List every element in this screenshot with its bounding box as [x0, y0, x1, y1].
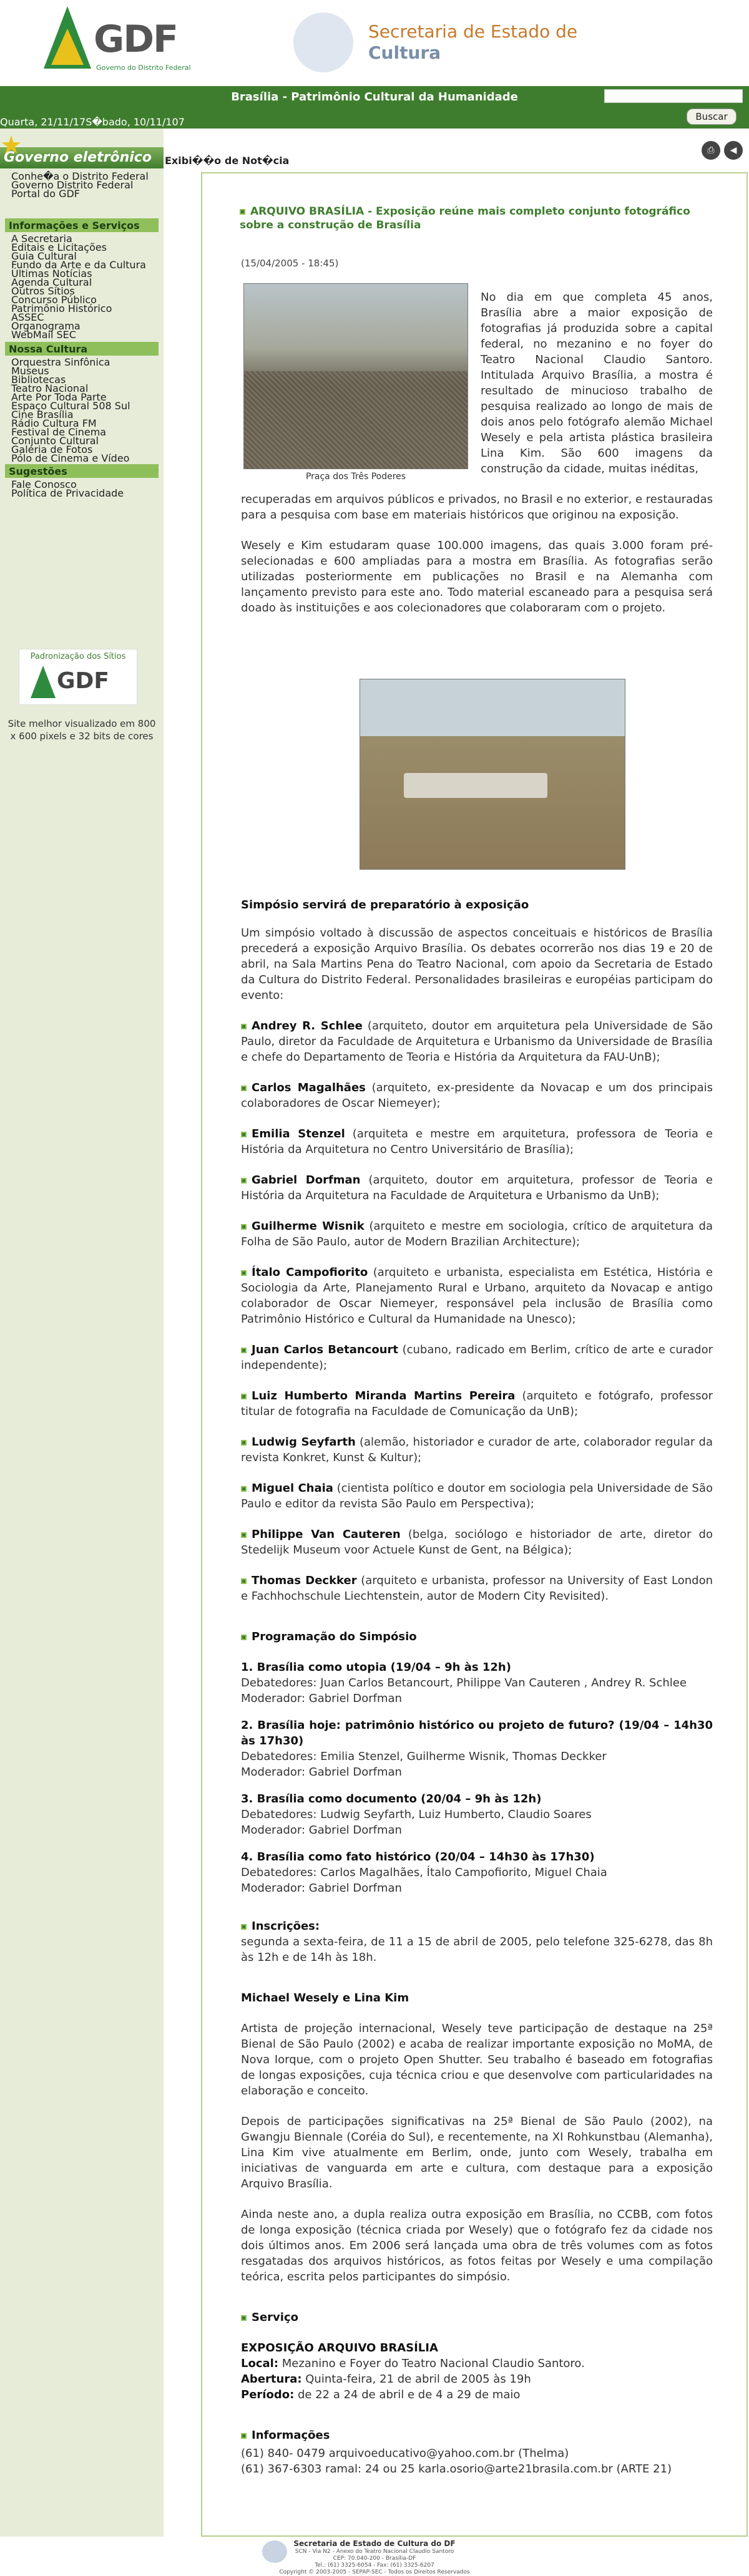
participant-name: Philippe Van Cauteren — [252, 1528, 401, 1541]
sidebar-item[interactable]: Cine Brasília — [11, 409, 74, 420]
participant-desc: (arquiteto, doutor em arquitetura pela Universidade de São Paulo, diretor da Faculdade de Arquitetura e Urbanismo da Universidade de Brasília e chefe do Departamento de Teoria e História da Arquitetura da FAU-UnB); — [241, 1019, 713, 1064]
participant-name: Emilia Stenzel — [252, 1127, 345, 1140]
session — [241, 1718, 713, 1780]
sidebar-info-list — [11, 235, 146, 339]
session — [241, 1849, 713, 1896]
sidebar-item[interactable]: Conhe�a o Distrito Federal — [11, 170, 149, 182]
informacoes-block — [241, 2446, 713, 2477]
sidebar-item[interactable]: Concurso Público — [11, 294, 97, 306]
local-label: Local: — [241, 2357, 279, 2370]
session-moderator: Moderador: Gabriel Dorfman — [241, 1824, 402, 1837]
sidebar-cultura-list — [11, 358, 130, 463]
participant — [241, 1342, 713, 1373]
inscricoes-text: segunda a sexta-feira, de 11 a 15 de abril de 2005, pelo telefone 325-6278, das 8h às 12h e de 14h às 18h. — [241, 1935, 713, 1964]
session-title: 2. Brasília hoje: patrimônio histórico ou projeto de futuro? (19/04 – 14h30 às 17h30) — [241, 1719, 713, 1747]
sidebar-item[interactable]: Outros Sítios — [11, 285, 75, 297]
simposio-heading: Simpósio servirá de preparatório à exposição — [241, 898, 529, 911]
periodo-text: de 22 a 24 de abril e de 4 a 29 de maio — [294, 2388, 521, 2401]
article-intro-wrap: No dia em que completa 45 anos, Brasília abre a maior exposição de fotografias já produzida sobre a capital federal, no mezanino e no foyer do Teatro Nacional Claudio Santoro. Intitulada Arquivo Brasília, a mostra é resultado de minucioso trabalho de pesquisa realizado ao longo de mais de dois anos pelo fotógrafo alemão Michael Wesely e pela artista plástica brasileira Lina Kim. São 600 imagens da construção da cidade, muitas inéditas, — [481, 291, 713, 475]
sidebar-item[interactable]: Orquestra Sinfônica — [11, 356, 110, 368]
wesely-kim-heading: Michael Wesely e Lina Kim — [241, 1991, 409, 2005]
gdf-logo-word: GDF — [94, 17, 178, 61]
site-header — [0, 0, 749, 86]
participant-name: Ítalo Campofiorito — [252, 1266, 368, 1279]
secretaria-logo-line2: Cultura — [368, 42, 441, 63]
participant — [241, 1527, 713, 1558]
sidebar-item[interactable]: Política de Privacidade — [11, 487, 124, 499]
participant-desc: (arquiteto, doutor em arquitetura, professor de Teoria e História da Arquitetura na Faculdade de Arquitetura e Urbanismo da UnB); — [241, 1174, 713, 1202]
participant — [241, 1172, 713, 1203]
sidebar-item[interactable]: Editais e Licitações — [11, 241, 107, 253]
article-body-top — [241, 492, 713, 631]
bullet-icon — [241, 2433, 247, 2439]
participant — [241, 1218, 713, 1250]
session — [241, 1660, 713, 1706]
governo-eletronico-banner[interactable] — [0, 131, 164, 168]
footer-line-3: CEP: 70.040-200 - Brasília-DF — [333, 2555, 416, 2562]
session-moderator: Moderador: Gabriel Dorfman — [241, 1882, 402, 1895]
abertura-label: Abertura: — [241, 2373, 302, 2386]
article-box — [201, 172, 748, 2537]
participant-name: Andrey R. Schlee — [252, 1019, 363, 1033]
bullet-icon — [241, 1086, 247, 1091]
participant-name: Juan Carlos Betancourt — [252, 1343, 399, 1356]
date-bar — [0, 106, 749, 129]
sidebar-item[interactable]: Agenda Cultural — [11, 276, 92, 288]
participant — [241, 1265, 713, 1327]
gdf-logo-subtitle: Governo do Distrito Federal — [96, 64, 191, 72]
footer-line-5: Copyright © 2003-2005 - SEPAP-SEC - Todos os Direitos Reservados — [279, 2569, 470, 2575]
photo-crowd — [244, 371, 468, 469]
back-icon[interactable]: ◀ — [724, 141, 743, 160]
informacoes-heading-text: Informações — [252, 2429, 330, 2442]
sidebar-item[interactable]: A Secretaria — [11, 233, 72, 245]
sidebar-item[interactable]: ASSEC — [11, 311, 44, 323]
bullet-icon — [241, 1394, 247, 1399]
session-moderator: Moderador: Gabriel Dorfman — [241, 1692, 402, 1705]
title-bullet-icon — [240, 209, 245, 215]
participant-name: Carlos Magalhães — [252, 1081, 366, 1094]
participant — [241, 1018, 713, 1065]
participant-desc: (arquiteto e urbanista, professor na University of East London e Fachhochschule Liechtenstein, autor de Modern City Revisited). — [241, 1574, 713, 1603]
sidebar-item[interactable]: Pólo de Cinema e Vídeo — [11, 452, 130, 464]
sidebar — [0, 129, 164, 2537]
local-text: Mezanino e Foyer do Teatro Nacional Claudio Santoro. — [278, 2357, 585, 2370]
photo-caption: Praça dos Três Poderes — [305, 472, 406, 482]
sidebar-item[interactable]: Bibliotecas — [11, 374, 66, 386]
intro-continuation: recuperadas em arquivos públicos e privados, no Brasil e no exterior, e restauradas para a pesquisa com base em materiais históricos que originou na exposição. — [241, 493, 713, 522]
sidebar-sugestoes-list — [11, 480, 124, 498]
participant-name: Thomas Deckker — [252, 1574, 357, 1587]
sidebar-item[interactable]: Conjunto Cultural — [11, 435, 99, 447]
servico-block — [241, 2340, 713, 2403]
participant-desc: (arquiteto e fotógrafo, professor titular de fotografia na Faculdade de Comunicação da UnB); — [241, 1389, 713, 1418]
session-debaters: Debatedores: Ludwig Seyfarth, Luiz Humberto, Claudio Soares — [241, 1808, 592, 1821]
governo-eletronico-label: Governo eletrônico — [4, 150, 152, 165]
bullet-icon — [241, 1132, 247, 1137]
sidebar-section-info: Informações e Serviços — [5, 218, 159, 232]
sidebar-item[interactable]: Festival de Cinema — [11, 426, 107, 438]
sidebar-item[interactable]: Rádio Cultura FM — [11, 417, 97, 429]
session-debaters: Debatedores: Juan Carlos Betancourt, Philippe Van Cauteren , Andrey R. Schlee — [241, 1676, 687, 1689]
abertura-text: Quinta-feira, 21 de abril de 2005 às 19h — [301, 2373, 531, 2386]
session-title: 3. Brasília como documento (20/04 – 9h às 12h) — [241, 1792, 542, 1806]
sidebar-gov-list — [11, 172, 149, 198]
programacao-heading-text: Programação do Simpósio — [252, 1630, 417, 1643]
secretaria-logo-mark — [293, 12, 353, 72]
participant-name: Guilherme Wisnik — [252, 1220, 365, 1233]
sidebar-item[interactable]: Espaço Cultural 508 Sul — [11, 400, 130, 412]
paragraph-2: Wesely e Kim estudaram quase 100.000 imagens, das quais 3.000 foram pré-selecionadas e 600 ampliadas para a mostra em Brasília. As fotografias serão utilizadas posteriormente em publicações no Brasil e na Alemanha com lançamento previsto para este ano. Todo material escaneado para a pesquisa será doado às instituições e aos colecionadores que colaboraram com o projeto. — [241, 539, 713, 615]
gdf-logo[interactable] — [44, 6, 193, 75]
bullet-icon — [241, 1348, 247, 1353]
sidebar-item[interactable]: Organograma — [11, 320, 81, 332]
periodo-label: Período: — [241, 2388, 295, 2401]
session-debaters: Debatedores: Emilia Stenzel, Guilherme Wisnik, Thomas Deckker — [241, 1750, 607, 1763]
sidebar-item[interactable]: Fale Conosco — [11, 479, 77, 490]
participant-desc: (arquiteto e urbanista, especialista em Estética, História e Sociologia da Arte, Planejamento Rural e Urbano, arquiteto da Novacap e antigo colaborador de Oscar Niemeyer, responsável pela inclusão de Brasília como Patrimônio Histórico e Cultural da Humanidade na Unesco); — [241, 1266, 713, 1326]
bullet-icon — [241, 1635, 247, 1640]
participant-desc: (alemão, historiador e curador de arte, colaborador regular da revista Konkret, Kunst & Kultur); — [241, 1436, 713, 1464]
participant — [241, 1573, 713, 1604]
resolution-note: Site melhor visualizado em 800 x 600 pixels e 32 bits de cores — [7, 718, 156, 742]
informacoes-heading — [241, 2428, 713, 2443]
site-footer — [0, 2537, 749, 2575]
sidebar-item[interactable]: Museus — [11, 365, 49, 377]
padronizacao-badge[interactable] — [19, 649, 137, 705]
participant-name: Ludwig Seyfarth — [252, 1436, 356, 1449]
bullet-icon — [241, 1270, 247, 1276]
participant — [241, 1388, 713, 1419]
footer-text — [0, 2539, 749, 2576]
footer-line-1: Secretaria de Estado de Cultura do DF — [293, 2539, 456, 2548]
current-date: Quarta, 21/11/17S�bado, 10/11/107 — [0, 116, 185, 128]
gdf-logo-inner-triangle — [51, 29, 84, 65]
secretaria-logo[interactable] — [293, 12, 580, 75]
sidebar-item[interactable]: Guia Cultural — [11, 250, 77, 262]
site-title: Brasília - Patrimônio Cultural da Humanidade — [231, 90, 518, 104]
sidebar-item[interactable]: Últimas Notícias — [11, 268, 92, 279]
sidebar-item[interactable]: Portal do GDF — [11, 188, 81, 200]
bullet-icon — [241, 1024, 247, 1029]
participant — [241, 1434, 713, 1465]
bullet-icon — [241, 1224, 247, 1230]
participant — [241, 1080, 713, 1111]
article-title-text: ARQUIVO BRASÍLIA - Exposição reúne mais completo conjunto fotográfico sobre a construção de Brasília — [240, 205, 690, 231]
session-title: 4. Brasília como fato histórico (20/04 – 14h30 às 17h30) — [241, 1850, 595, 1864]
participant-desc: (cubano, radicado em Berlim, crítico de arte e curador independente); — [241, 1343, 713, 1372]
footer-line-4: Tel.: (61) 3325-6054 - Fax: (61) 3325-6207 — [315, 2562, 434, 2569]
secretaria-logo-line1: Secretaria de Estado de — [368, 21, 578, 42]
bullet-icon — [241, 1924, 247, 1930]
wesely-paragraph-1: Artista de projeção internacional, Wesely teve participação de destaque na 25ª Bienal de São Paulo (2002) e acaba de realizar importante exposição no MoMA, de Nova Iorque, com o projeto Open Shutter. Seu trabalho é baseado em fotografias de longas exposições, cuja técnica criou e que desenvolve com particularidades na elaboração e conceito. — [241, 2022, 713, 2097]
participant-name: Miguel Chaia — [252, 1482, 333, 1495]
participant-name: Gabriel Dorfman — [252, 1174, 361, 1187]
session-moderator: Moderador: Gabriel Dorfman — [241, 1766, 402, 1779]
wesely-paragraph-3: Ainda neste ano, a dupla realiza outra exposição em Brasília, no CCBB, com fotos de longa exposição (técnica criada por Wesely) que o fotógrafo fez da cidade nos dois últimos anos. Em 2006 será lançada uma obra de três volumes com as fotos resgatadas dos arquivos históricos, as fotos feitas por Wesely e uma compilação teórica, escrita pelos participantes do simpósio. — [241, 2208, 713, 2283]
article-body-main — [241, 897, 713, 2492]
sidebar-item[interactable]: Patrimônio Histórico — [11, 303, 112, 314]
participant — [241, 1480, 713, 1512]
participant-desc: (belga, sociólogo e historiador de arte, diretor do Stedelijk Museum voor Actuele Kunst de Gent, na Bélgica); — [241, 1528, 713, 1557]
servico-title: EXPOSIÇÃO ARQUIVO BRASÍLIA — [241, 2341, 438, 2355]
participant-desc: (cientista político e doutor em sociologia pela Universidade de São Paulo e editor da revista São Paulo em Perspectiva); — [241, 1482, 713, 1510]
sidebar-item[interactable]: WebMail SEC — [11, 329, 76, 341]
servico-heading-text: Serviço — [252, 2311, 298, 2324]
page-breadcrumb: Exibi��o de Not�cia — [165, 155, 290, 167]
photo-buildings — [404, 773, 547, 798]
bullet-icon — [241, 1532, 247, 1538]
search-input[interactable] — [604, 89, 743, 103]
photo-construction — [360, 679, 625, 870]
padronizacao-logo-word: GDF — [57, 668, 110, 694]
programacao-heading — [241, 1629, 713, 1645]
sidebar-section-cultura: Nossa Cultura — [5, 342, 159, 356]
wesely-paragraph-2: Depois de participações significativas na 25ª Bienal de São Paulo (2002), na Gwangju Biennale (Coréia do Sul), e recentemente, na XI Rohkunstbau (Alemanha), Lina Kim vive atualmente em Berlim, onde, junto com Wesely, trabalha em iniciativas de vanguarda em arte e cultura, com destaque para a exposição Arquivo Brasília. — [241, 2115, 713, 2190]
session — [241, 1791, 713, 1838]
session-debaters: Debatedores: Carlos Magalhães, Ítalo Campofiorito, Miguel Chaia — [241, 1866, 607, 1879]
sidebar-item[interactable]: Arte Por Toda Parte — [11, 391, 107, 403]
star-icon: ★ — [0, 131, 22, 160]
bullet-icon — [241, 1486, 247, 1492]
session-title: 1. Brasília como utopia (19/04 – 9h às 12h) — [241, 1661, 511, 1674]
photo-praca-tres-poderes — [243, 283, 468, 469]
sidebar-item[interactable]: Governo Distrito Federal — [11, 179, 134, 191]
search-button[interactable]: Buscar — [687, 109, 737, 125]
bullet-icon — [241, 1440, 247, 1446]
padronizacao-title: Padronização dos Sítios — [30, 652, 126, 661]
footer-line-2: SCN - Via N2 - Anexo do Teatro Nacional Claudio Santoro — [295, 2549, 454, 2555]
bullet-icon — [241, 2315, 247, 2321]
servico-heading — [241, 2310, 713, 2325]
info-contact-2[interactable]: (61) 367-6303 ramal: 24 ou 25 karla.osorio@arte21brasila.com.br (ARTE 21) — [241, 2462, 672, 2476]
participant-desc: (arquiteto e mestre em sociologia, crítico de arquitetura da Folha de São Paulo, autor de Modern Brazilian Architecture); — [241, 1220, 713, 1248]
participant — [241, 1126, 713, 1157]
participant-name: Luiz Humberto Miranda Martins Pereira — [252, 1389, 516, 1402]
bullet-icon — [241, 1178, 247, 1184]
inscricoes-heading: Inscrições: — [252, 1920, 320, 1933]
inscricoes-block — [241, 1918, 713, 1965]
padronizacao-logo-triangle — [31, 666, 56, 698]
sidebar-item[interactable]: Galeria de Fotos — [11, 444, 93, 455]
sidebar-item[interactable]: Fundo da Arte e da Cultura — [11, 259, 146, 271]
bullet-icon — [241, 1578, 247, 1584]
simposio-paragraph: Um simpósio voltado à discussão de aspectos conceituais e históricos de Brasília precederá a exposição Arquivo Brasília. Os debates ocorrerão nos dias 19 e 20 de abril, na Sala Martins Pena do Teatro Nacional, com apoio da Secretaria de Estado da Cultura do Distrito Federal. Personalidades brasileiras e européias participam do evento: — [241, 926, 713, 1002]
sidebar-item[interactable]: Teatro Nacional — [11, 382, 89, 394]
participant-desc: (arquiteto, ex-presidente da Novacap e um dos principais colaboradores de Oscar Niemeyer); — [241, 1081, 713, 1110]
article-date: (15/04/2005 - 18:45) — [241, 258, 339, 269]
print-icon[interactable]: ⎙ — [702, 141, 720, 160]
info-contact-1[interactable]: (61) 840- 0479 arquivoeducativo@yahoo.com.br (Thelma) — [241, 2447, 569, 2460]
article-title — [202, 205, 713, 232]
top-bar — [0, 86, 749, 106]
participant-desc: (arquiteta e mestre em arquitetura, professora de Teoria e História da Arquitetura no Centro Universitário de Brasília); — [241, 1127, 713, 1156]
sidebar-section-sugestoes: Sugestões — [5, 464, 159, 478]
